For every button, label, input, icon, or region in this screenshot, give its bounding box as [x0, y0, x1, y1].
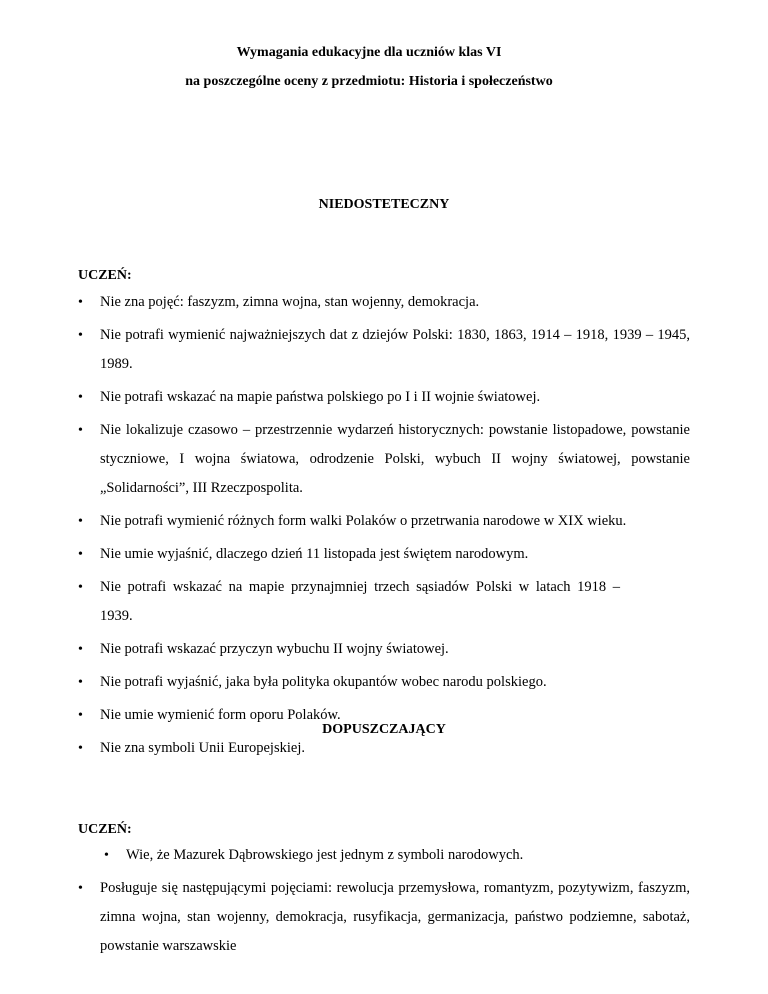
list-item: • Nie umie wyjaśnić, dlaczego dzień 11 listopada jest świętem narodowym. — [78, 540, 690, 569]
grade-heading-niedostateczny: NIEDOSTETECZNY — [318, 197, 450, 212]
list-item: • Nie potrafi wskazać przyczyn wybuchu II wojny światowej. — [78, 635, 690, 664]
list-item: • Nie potrafi wymienić najważniejszych dat z dziejów Polski: 1830, 1863, 1914 – 1918, 1939 – 1945, 1989. — [78, 321, 690, 379]
list-item: • Nie lokalizuje czasowo – przestrzennie wydarzeń historycznych: powstanie listopadowe, powstanie styczniowe, I wojna światowa, odrodzenie Polski, wybuch II wojny światowej, powstanie „Solidarności”, III Rzeczpospolita. — [78, 416, 690, 503]
list-item: • Nie zna symboli Unii Europejskiej. — [78, 734, 690, 763]
student-label: UCZEŃ: — [78, 268, 132, 283]
list-item: • Nie zna pojęć: faszyzm, zimna wojna, stan wojenny, demokracja. — [78, 288, 690, 317]
requirements-list-dopuszczajacy — [78, 841, 690, 965]
list-item: • Posługuje się następującymi pojęciami: rewolucja przemysłowa, romantyzm, pozytywizm, faszyzm, zimna wojna, stan wojenny, demokracja, rusyfikacja, germanizacja, państwo podziemne, sabotaż, powstanie warszawskie — [78, 874, 690, 961]
list-item: • Nie potrafi wyjaśnić, jaka była polityka okupantów wobec narodu polskiego. — [78, 668, 690, 697]
list-item: • Nie potrafi wymienić różnych form walki Polaków o przetrwania narodowe w XIX wieku. — [78, 507, 690, 536]
requirements-list-niedostateczny — [78, 288, 690, 767]
grade-heading-dopuszczajacy: DOPUSZCZAJĄCY — [322, 722, 446, 737]
list-item: • Nie potrafi wskazać na mapie przynajmniej trzech sąsiadów Polski w latach 1918 – 1939. — [78, 573, 690, 631]
list-item: • Nie potrafi wskazać na mapie państwa polskiego po I i II wojnie światowej. — [78, 383, 690, 412]
list-item: • Wie, że Mazurek Dąbrowskiego jest jednym z symboli narodowych. — [78, 841, 690, 870]
document-title-line1: Wymagania edukacyjne dla uczniów klas VI — [236, 45, 502, 60]
document-title-line2: na poszczególne oceny z przedmiotu: Historia i społeczeństwo — [185, 74, 553, 89]
student-label: UCZEŃ: — [78, 822, 132, 837]
list-item: • Nie umie wymienić form oporu Polaków. — [78, 701, 690, 730]
